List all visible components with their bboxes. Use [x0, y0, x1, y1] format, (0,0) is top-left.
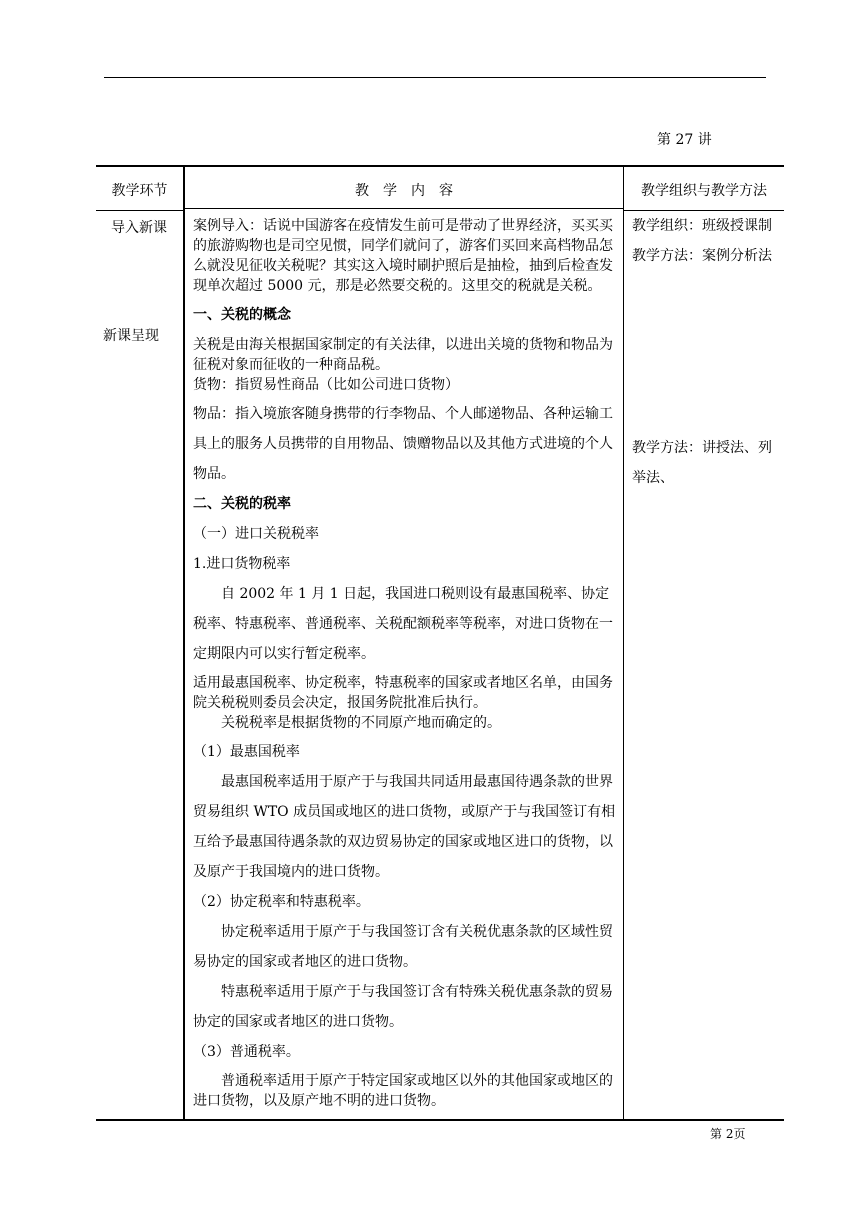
table-top-border [96, 165, 784, 167]
section-heading-1: 一、关税的概念 [193, 307, 291, 323]
header-rule-col2 [185, 208, 623, 209]
country-list-paragraph: 适用最惠国税率、协定税率，特惠税率的国家或者地区名单，由国务院关税税则委员会决定，报国务院批准后执行。 [193, 675, 613, 711]
tariff-definition: 关税是由海关根据国家制定的有关法律，以进出关境的货物和物品为征税对象而征收的一种商品税。 [193, 337, 613, 373]
stage-new-lesson: 新课呈现 [103, 328, 159, 344]
goods-definition: 货物：指贸易性商品（比如公司进口货物） [193, 377, 459, 393]
header-teaching-stage: 教学环节 [111, 183, 168, 199]
page-number: 第 2页 [710, 1127, 746, 1141]
subheading-import-rate: （一）进口关税税率 [193, 526, 319, 542]
column-divider-2 [623, 165, 624, 1121]
lecture-number: 第 27 讲 [657, 132, 712, 148]
header-rule [104, 77, 766, 78]
subheading-agreement-rate: （2）协定税率和特惠税率。 [193, 894, 370, 910]
teaching-organization [632, 211, 780, 271]
header-teaching-content: 教 学 内 容 [355, 183, 453, 199]
method-lecture-text: 教学方法：讲授法、列举法、 [632, 440, 772, 486]
stage-intro: 导入新课 [111, 220, 167, 236]
header-teaching-method: 教学组织与教学方法 [641, 183, 767, 199]
column-divider-1 [183, 165, 185, 1121]
rate-types-paragraph: 自 2002 年 1 月 1 日起，我国进口税则设有最惠国税率、协定税率、特惠税率、普通税率、关税配额税率等税率，对进口货物在一定期限内可以实行暂定税率。 [193, 586, 613, 662]
header-rule-col1 [96, 210, 183, 211]
origin-paragraph: 关税税率是根据货物的不同原产地而确定的。 [221, 715, 501, 731]
teaching-method-lecture [632, 433, 780, 493]
subheading-mfn-rate: （1）最惠国税率 [193, 744, 300, 760]
subheading-general-rate: （3）普通税率。 [193, 1044, 300, 1060]
section-heading-2: 二、关税的税率 [193, 496, 291, 512]
mfn-rate-paragraph: 最惠国税率适用于原产于与我国共同适用最惠国待遇条款的世界贸易组织 WTO 成员国或地区的进口货物，或原产于与我国签订有相互给予最惠国待遇条款的双边贸易协定的国家或地区进口的货物，以及原产于我国境内的进口货物。 [193, 774, 616, 880]
organization-text: 教学组织：班级授课制 [632, 218, 772, 234]
preferential-rate-paragraph: 特惠税率适用于原产于与我国签订含有特殊关税优惠条款的贸易协定的国家或者地区的进口货物。 [193, 984, 613, 1030]
teaching-content [193, 216, 623, 1111]
agreement-rate-paragraph: 协定税率适用于原产于与我国签订含有关税优惠条款的区域性贸易协定的国家或者地区的进口货物。 [193, 924, 613, 970]
method-case-text: 教学方法：案例分析法 [632, 248, 772, 264]
general-rate-paragraph: 普通税率适用于原产于特定国家或地区以外的其他国家或地区的进口货物，以及原产地不明的进口货物。 [193, 1073, 613, 1109]
subheading-import-goods-rate: 1.进口货物税率 [193, 556, 291, 572]
table-bottom-border [96, 1119, 784, 1121]
case-intro-paragraph: 案例导入：话说中国游客在疫情发生前可是带动了世界经济，买买买的旅游购物也是司空见惯，同学们就问了，游客们买回来高档物品怎么就没见征收关税呢？其实这入境时刷护照后是抽检，抽到后检查发现单次超过 5000 元，那是必然要交税的。这里交的税就是关税。 [193, 218, 613, 294]
articles-definition: 物品：指入境旅客随身携带的行李物品、个人邮递物品、各种运输工具上的服务人员携带的自用物品、馈赠物品以及其他方式进境的个人物品。 [193, 406, 613, 482]
